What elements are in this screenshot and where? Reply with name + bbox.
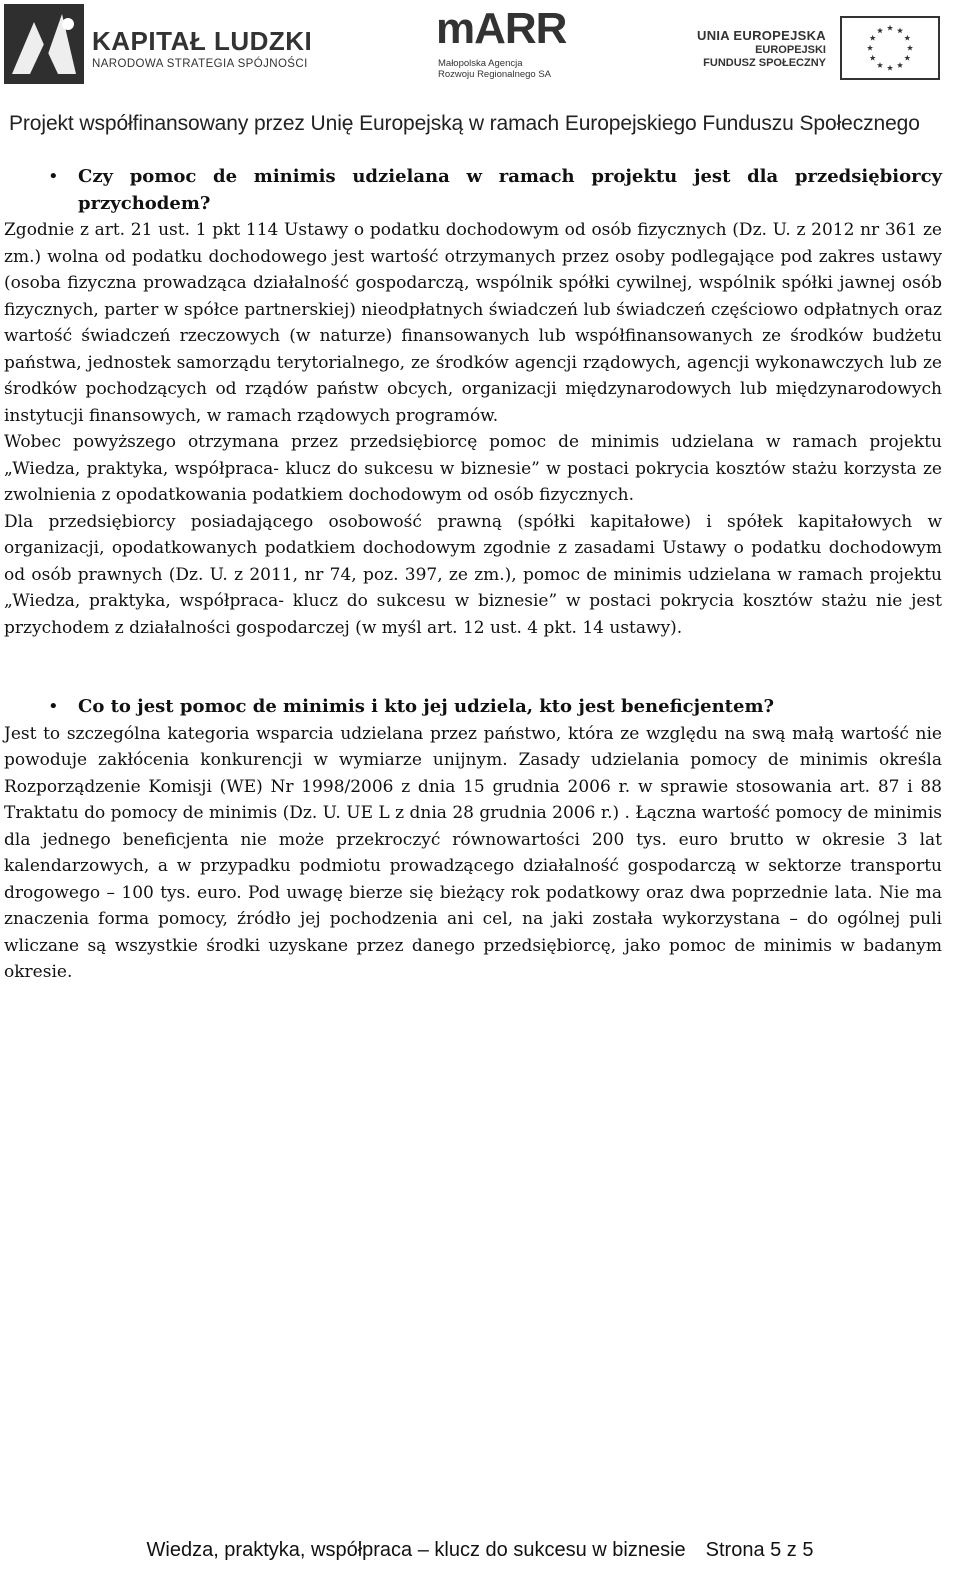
eu-logo: [697, 14, 950, 84]
marr-subtitle-line2: Rozwoju Regionalnego SA: [438, 69, 552, 80]
marr-subtitle: [438, 58, 551, 80]
eu-logo-text: [697, 28, 826, 69]
bullet-icon: •: [48, 166, 59, 187]
kapital-ludzki-logo: [4, 4, 313, 86]
footer-title: Wiedza, praktyka, współpraca – klucz do sukcesu w biznesie: [146, 1539, 686, 1561]
section1-paragraph-2: Wobec powyższego otrzymana przez przedsiębiorcę pomoc de minimis udzielana w ramach projektu „Wiedza, praktyka, współpraca- klucz do sukcesu w biznesie” w postaci pokrycia kosztów stażu korzysta ze zwolnienia z opodatkowania podatkiem dochodowym od osób fizycznych.: [4, 432, 942, 505]
kapital-ludzki-title: KAPITAŁ LUDZKI: [92, 26, 313, 56]
eu-line2: EUROPEJSKI: [755, 44, 826, 56]
project-tagline: Projekt współfinansowany przez Unię Europejską w ramach Europejskiego Funduszu Społecznego: [9, 112, 920, 135]
marr-logo: [436, 4, 576, 84]
section1-paragraph-3: Dla przedsiębiorcy posiadającego osobowość prawną (spółki kapitałowe) i spółek kapitałowych w organizacji, opodatkowanych podatkiem dochodowym zgodnie z zasadami Ustawy o podatku dochodowym od osób prawnych (Dz. U. z 2011, nr 74, poz. 397, ze zm.), pomoc de minimis udzielana w ramach projektu „Wiedza, praktyka, współpraca- klucz do sukcesu w biznesie” w postaci pokrycia kosztów stażu nie jest przychodem z działalności gospodarczej (w myśl art. 12 ust. 4 pkt. 14 ustawy).: [4, 511, 942, 638]
section2-heading: [4, 694, 942, 721]
marr-subtitle-line1: Małopolska Agencja: [438, 58, 523, 69]
section2-paragraph-1: Jest to szczególna kategoria wsparcia udzielana przez państwo, która ze względu na swą małą wartość nie powoduje zakłócenia konkurencji w wymiarze unijnym. Zasady udzielania pomocy de minimis określa Rozporządzenie Komisji (WE) Nr 1998/2006 z dnia 15 grudnia 2006 r. w sprawie stosowania art. 87 i 88 Traktatu do pomocy de minimis (Dz. U. UE L z dnia 28 grudnia 2006 r.) . Łączna wartość pomocy de minimis dla jednego beneficjenta nie może przekroczyć równowartości 200 tys. euro brutto w okresie 3 lat kalendarzowych, a w przypadku podmiotu prowadzącego działalność gospodarczą w sektorze transportu drogowego – 100 tys. euro. Pod uwagę bierze się bieżący rok podatkowy oraz dwa poprzednie lata. Nie ma znaczenia forma pomocy, źródło jej pochodzenia ani cel, na jaki została wykorzystana – do ogólnej puli wliczane są wszystkie środki uzyskane przez danego przedsiębiorcę, jako pomoc de minimis w badanym okresie.: [4, 723, 942, 982]
kapital-ludzki-subtitle: NARODOWA STRATEGIA SPÓJNOŚCI: [92, 58, 308, 70]
page-footer: [0, 1539, 960, 1562]
section1-heading-text: Czy pomoc de minimis udzielana w ramach projektu jest dla przedsiębiorcy przychodem?: [78, 166, 942, 214]
bullet-icon: •: [48, 696, 59, 717]
kapital-ludzki-emblem-icon: [4, 4, 84, 84]
section1-paragraph-1: Zgodnie z art. 21 ust. 1 pkt 114 Ustawy o podatku dochodowym od osób fizycznych (Dz. U. z 2012 nr 361 ze zm.) wolna od podatku dochodowego jest wartość otrzymanych przez osoby podlegające pod zakres ustawy (osoba fizyczna prowadząca działalność gospodarczą, wspólnik spółki cywilnej, wspólnik spółki jawnej osób fizycznych, parter w spółce partnerskiej) nieodpłatnych świadczeń lub świadczeń częściowo odpłatnych oraz wartość świadczeń rzeczowych (w naturze) finansowanych lub współfinansowanych ze środków budżetu państwa, jednostek samorządu terytorialnego, ze środków agencji rządowych, agencji wykonawczych lub ze środków pochodzących od rządów państw obcych, organizacji międzynarodowych lub międzynarodowych instytucji finansowych, w ramach rządowych programów.: [4, 220, 942, 426]
footer-page-number: Strona 5 z 5: [705, 1539, 814, 1561]
eu-line3: FUNDUSZ SPOŁECZNY: [703, 57, 826, 69]
eu-line1: UNIA EUROPEJSKA: [697, 28, 826, 43]
marr-logo-text: mARR: [436, 4, 567, 53]
eu-flag-icon: [840, 16, 940, 80]
page-header: [0, 0, 960, 145]
section1-heading: [4, 164, 942, 217]
document-body: [4, 164, 942, 986]
section2-heading-text: Co to jest pomoc de minimis i kto jej udziela, kto jest beneficjentem?: [78, 696, 775, 717]
